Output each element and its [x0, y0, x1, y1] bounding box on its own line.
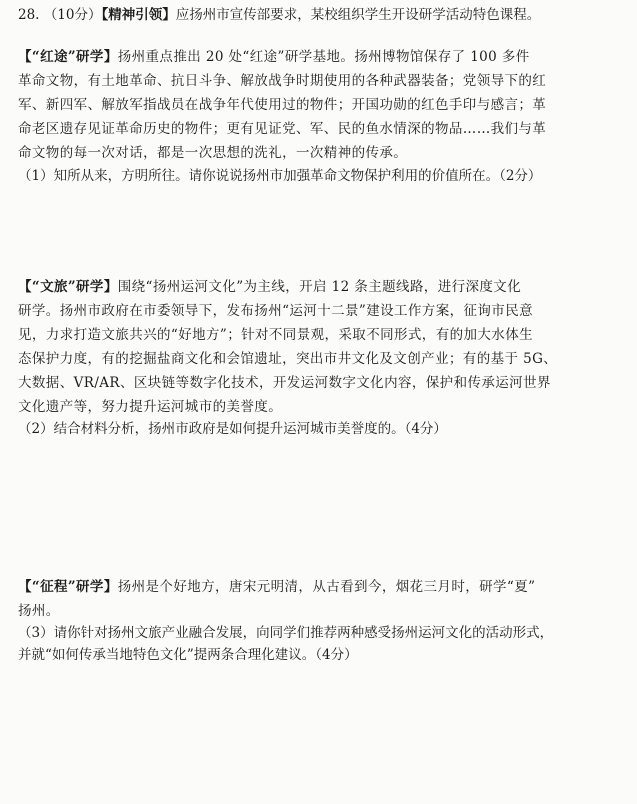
question-tag: 【精神引领】 — [101, 7, 176, 23]
section1-tag: 【“红途”研学】 — [18, 49, 118, 65]
section3-question-line-1: （3）请你针对扬州文旅产业融合发展，向同学们推荐两种感受扬州运河文化的活动形式， — [18, 625, 554, 641]
section2-line-3: 见，力求打造文旅共兴的“好地方”；针对不同景观，采取不同形式，有的加大水体生 — [18, 327, 534, 343]
section3-line-1 — [18, 578, 535, 596]
section2-line-6: 文化遗产等，努力提升运河城市的美誉度。 — [18, 399, 283, 415]
section1-line-1 — [18, 48, 530, 66]
section2-tag: 【“文旅”研学】 — [18, 279, 118, 295]
section2-line-2: 研学。扬州市政府在市委领导下，发布扬州“运河十二景”建设工作方案，征询市民意 — [18, 303, 534, 319]
section2-line-5: 大数据、VR/AR、区块链等数字化技术，开发运河数字文化内容，保护和传承运河世界 — [18, 375, 551, 391]
section1-question: （1）知所从来，方明所往。请你说说扬州市加强革命文物保护利用的价值所在。（2分） — [18, 168, 542, 184]
section2-line-1 — [18, 278, 521, 296]
section3-tag: 【“征程”研学】 — [18, 579, 118, 595]
section2-text-1: 围绕“扬州运河文化”为主线，开启 12 条主题线路，进行深度文化 — [117, 279, 522, 295]
question-number: 28. — [18, 7, 40, 23]
section1-text-1: 扬州重点推出 20 处“红途”研学基地。扬州博物馆保存了 100 多件 — [117, 49, 530, 65]
section3-text-1: 扬州是个好地方，唐宋元明清，从古看到今，烟花三月时，研学“夏” — [117, 579, 536, 595]
question-header — [18, 6, 540, 24]
section3-line-2: 扬州。 — [18, 603, 60, 619]
section3-question-line-2: 并就“如何传承当地特色文化”提两条合理化建议。（4分） — [18, 647, 358, 663]
question-score: （10分） — [43, 7, 102, 23]
section1-line-4: 命老区遗存见证革命历史的物件；更有见证党、军、民的鱼水情深的物品……我们与革 — [18, 121, 547, 137]
question-intro: 应扬州市宣传部要求，某校组织学生开设研学活动特色课程。 — [175, 7, 541, 23]
section2-line-4: 态保护力度，有的挖掘盐商文化和会馆遗址，突出市井文化及文创产业；有的基于 5G、 — [18, 351, 558, 367]
section1-line-3: 军、新四军、解放军指战员在战争年代使用过的物件；开国功勋的红色手印与感言；革 — [18, 97, 547, 113]
section1-line-5: 命文物的每一次对话，都是一次思想的洗礼，一次精神的传承。 — [18, 145, 408, 161]
section1-line-2: 革命文物，有土地革命、抗日斗争、解放战争时期使用的各种武器装备；党领导下的红 — [18, 73, 547, 89]
section2-question: （2）结合材料分析，扬州市政府是如何提升运河城市美誉度的。（4分） — [18, 421, 447, 437]
